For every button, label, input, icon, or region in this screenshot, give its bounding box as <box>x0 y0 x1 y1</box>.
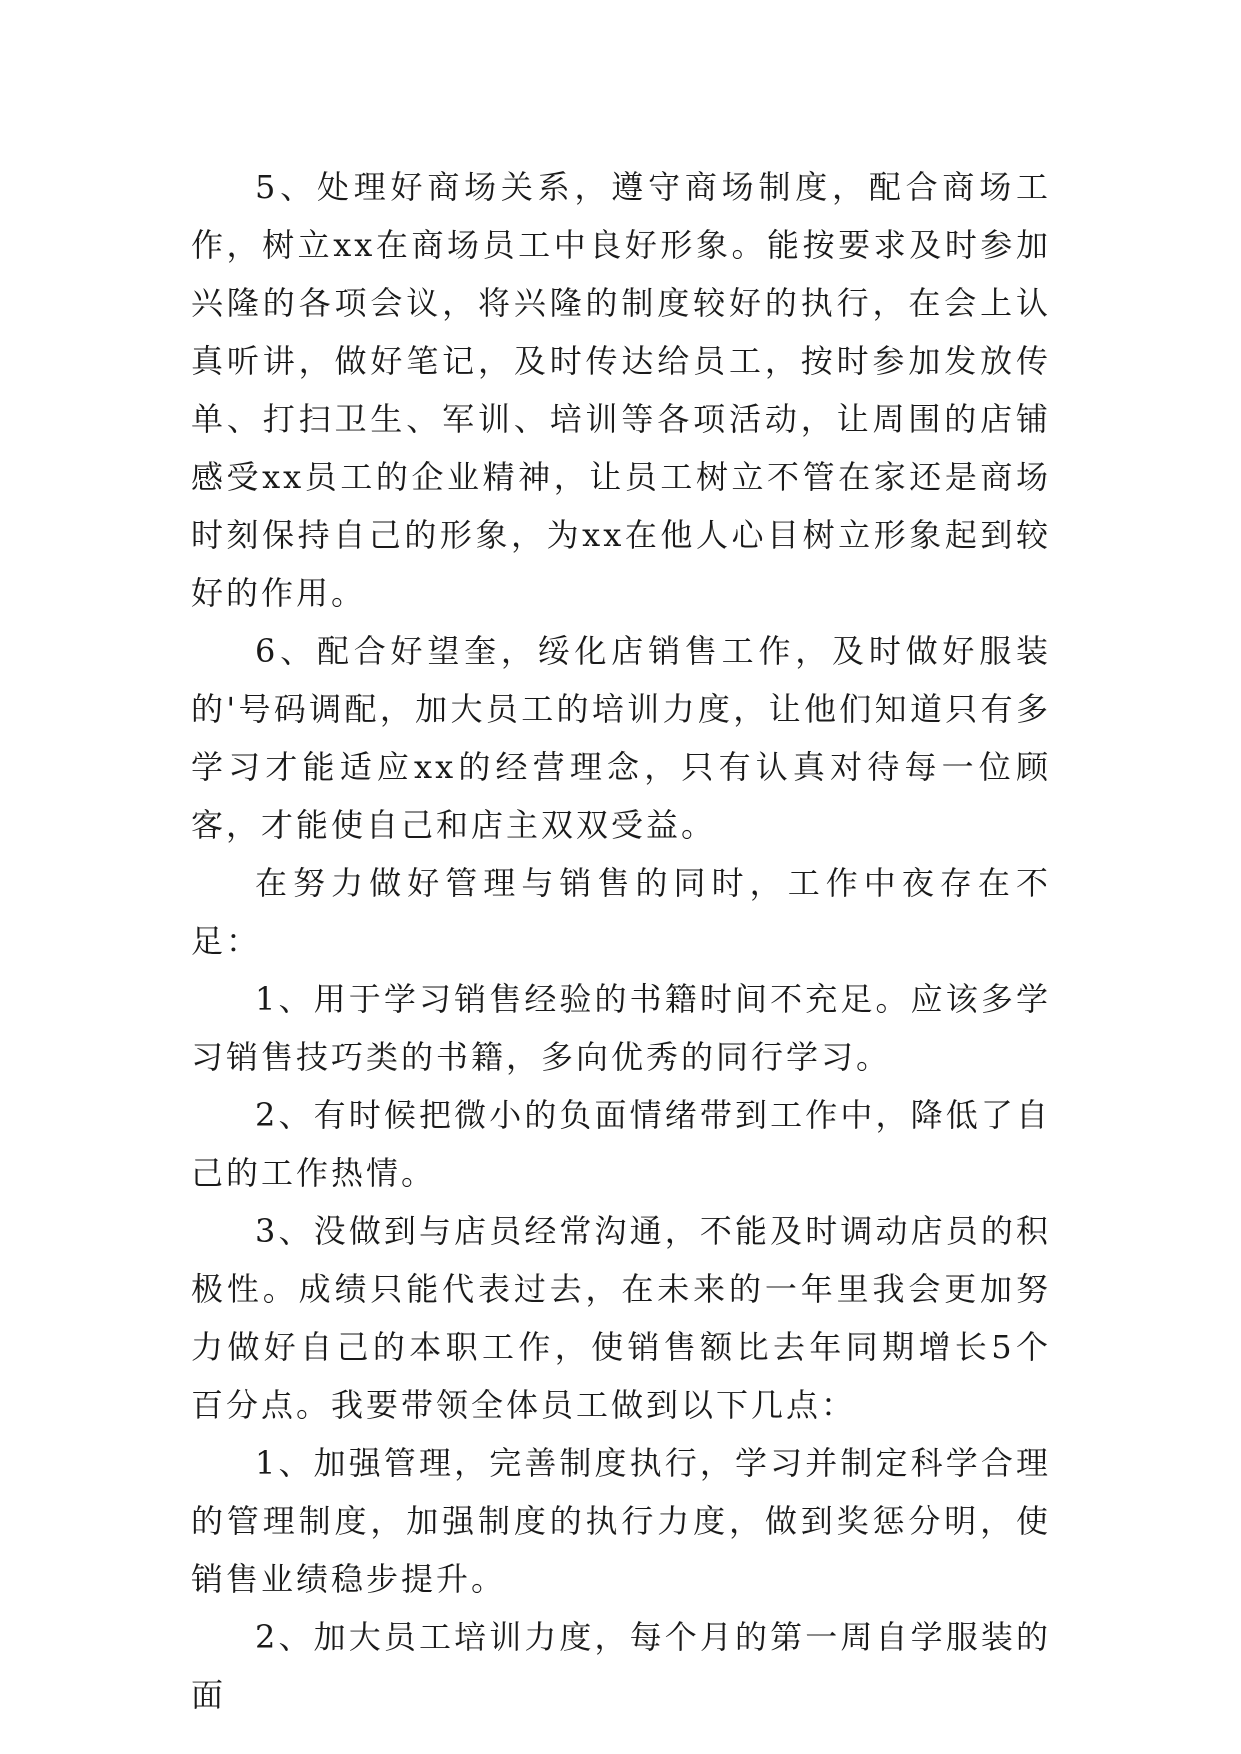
paragraph-shortcoming-2: 2、有时候把微小的负面情绪带到工作中，降低了自己的工作热情。 <box>191 1096 1051 1192</box>
paragraph-shortcoming-1: 1、用于学习销售经验的书籍时间不充足。应该多学习销售技巧类的书籍，多向优秀的同行学习。 <box>191 980 1051 1076</box>
paragraph-item-5: 5、处理好商场关系，遵守商场制度，配合商场工作，树立xx在商场员工中良好形象。能按要求及时参加兴隆的各项会议，将兴隆的制度较好的执行，在会上认真听讲，做好笔记，及时传达给员工，按时参加发放传单、打扫卫生、军训、培训等各项活动，让周围的店铺感受xx员工的企业精神，让员工树立不管在家还是商场时刻保持自己的形象，为xx在他人心目树立形象起到较好的作用。 <box>191 168 1051 612</box>
paragraph-item-6: 6、配合好望奎，绥化店销售工作，及时做好服装的'号码调配，加大员工的培训力度，让他们知道只有多学习才能适应xx的经营理念，只有认真对待每一位顾客，才能使自己和店主双双受益。 <box>191 632 1051 844</box>
paragraph-plan-1: 1、加强管理，完善制度执行，学习并制定科学合理的管理制度，加强制度的执行力度，做到奖惩分明，使销售业绩稳步提升。 <box>191 1444 1051 1598</box>
paragraph-shortcoming-3: 3、没做到与店员经常沟通，不能及时调动店员的积极性。成绩只能代表过去，在未来的一年里我会更加努力做好自己的本职工作，使销售额比去年同期增长5个百分点。我要带领全体员工做到以下几点： <box>191 1212 1051 1424</box>
document-body <box>191 158 1051 1724</box>
paragraph-shortcomings-intro: 在努力做好管理与销售的同时，工作中夜存在不足： <box>191 864 1051 960</box>
paragraph-plan-2: 2、加大员工培训力度，每个月的第一周自学服装的面 <box>191 1618 1051 1714</box>
